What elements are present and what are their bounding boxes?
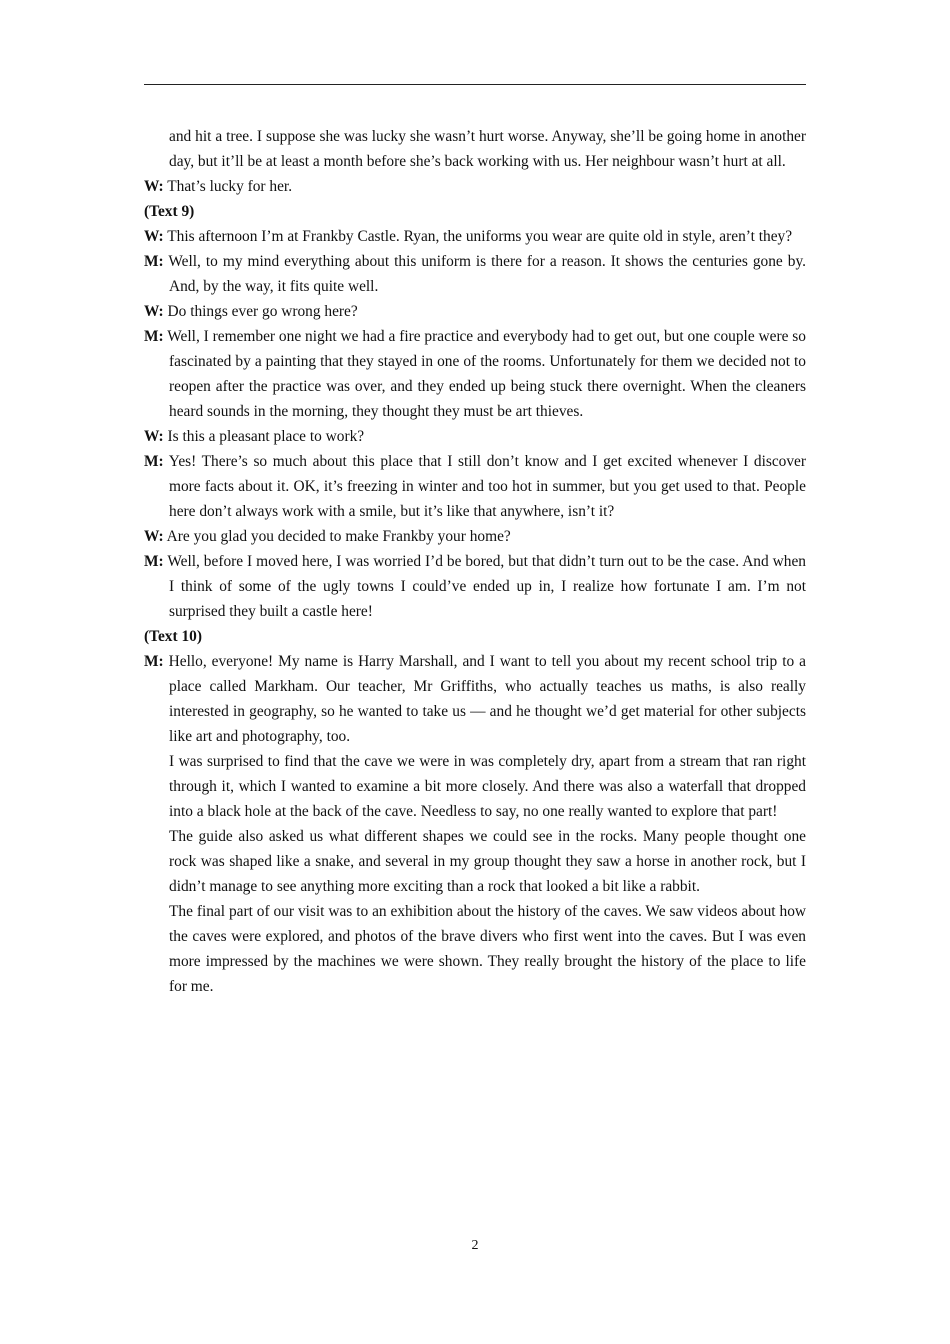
dialogue-text: Well, to my mind everything about this uniform is there for a reason. It shows the centuries gone by. And, by the way, it fits quite well. (168, 253, 806, 295)
dialogue-text: Do things ever go wrong here? (167, 303, 358, 320)
page-number: 2 (471, 1238, 479, 1253)
dialogue-line (144, 174, 806, 199)
continued-paragraph: The final part of our visit was to an exhibition about the history of the caves. We saw videos about how the caves were explored, and photos of the brave divers who first went into the caves. But I was even more impressed by the machines we were shown. They really brought the history of the place to life for me. (169, 903, 806, 995)
dialogue-text: Well, before I moved here, I was worried I’d be bored, but that didn’t turn out to be the case. And when I think of some of the ugly towns I could’ve ended up in, I realize how fortunate I am. I’m not surprised they built a castle here! (167, 553, 806, 620)
dialogue-text: Are you glad you decided to make Frankby your home? (166, 528, 511, 545)
dialogue-line (144, 549, 806, 624)
dialogue-line (144, 224, 806, 249)
continued-paragraph: and hit a tree. I suppose she was lucky she wasn’t hurt worse. Anyway, she’ll be going home in another day, but it’ll be at least a month before she’s back working with us. Her neighbour wasn’t hurt at all. (169, 128, 806, 170)
dialogue-text: This afternoon I’m at Frankby Castle. Ryan, the uniforms you wear are quite old in style, aren’t they? (167, 228, 793, 245)
speaker-label: W: (144, 178, 164, 195)
speaker-label: M: (144, 253, 164, 270)
header-rule (144, 84, 806, 85)
transcript-body (144, 124, 806, 999)
dialogue-line (144, 324, 806, 424)
section-heading: (Text 9) (144, 203, 195, 220)
dialogue-line (144, 524, 806, 549)
speaker-label: M: (144, 453, 164, 470)
continued-paragraph: The guide also asked us what different shapes we could see in the rocks. Many people thought one rock was shaped like a snake, and several in my group thought they saw a horse in another rock, but I didn’t manage to see anything more exciting than a rock that looked a bit like a rabbit. (169, 828, 806, 895)
dialogue-text: Hello, everyone! My name is Harry Marshall, and I want to tell you about my recent school trip to a place called Markham. Our teacher, Mr Griffiths, who actually teaches us maths, is also really interested in geography, so he wanted to take us — and he thought we’d get material for other subjects like art and photography, too. (168, 653, 806, 745)
dialogue-line (144, 649, 806, 749)
speaker-label: M: (144, 553, 164, 570)
speaker-label: W: (144, 528, 164, 545)
speaker-label: M: (144, 653, 164, 670)
continued-paragraph: I was surprised to find that the cave we were in was completely dry, apart from a stream that ran right through it, which I wanted to examine a bit more closely. And there was also a waterfall that dropped into a black hole at the back of the cave. Needless to say, no one really wanted to explore that part! (169, 753, 806, 820)
dialogue-text: Yes! There’s so much about this place that I still don’t know and I get excited whenever I discover more facts about it. OK, it’s freezing in winter and too hot in summer, but you get used to that. People here don’t always work with a smile, but it’s like that anywhere, isn’t it? (168, 453, 807, 520)
speaker-label: M: (144, 328, 164, 345)
dialogue-line (144, 299, 806, 324)
speaker-label: W: (144, 428, 164, 445)
dialogue-text: Is this a pleasant place to work? (167, 428, 365, 445)
speaker-label: W: (144, 228, 164, 245)
section-heading: (Text 10) (144, 628, 202, 645)
dialogue-line (144, 449, 806, 524)
dialogue-line (144, 249, 806, 299)
dialogue-line (144, 424, 806, 449)
dialogue-text: That’s lucky for her. (167, 178, 293, 195)
dialogue-text: Well, I remember one night we had a fire practice and everybody had to get out, but one couple were so fascinated by a painting that they stayed in one of the rooms. Unfortunately for them we decided not to reopen after the practice was over, and they ended up being stuck there overnight. When the cleaners heard sounds in the morning, they thought they must be art thieves. (167, 328, 806, 420)
speaker-label: W: (144, 303, 164, 320)
